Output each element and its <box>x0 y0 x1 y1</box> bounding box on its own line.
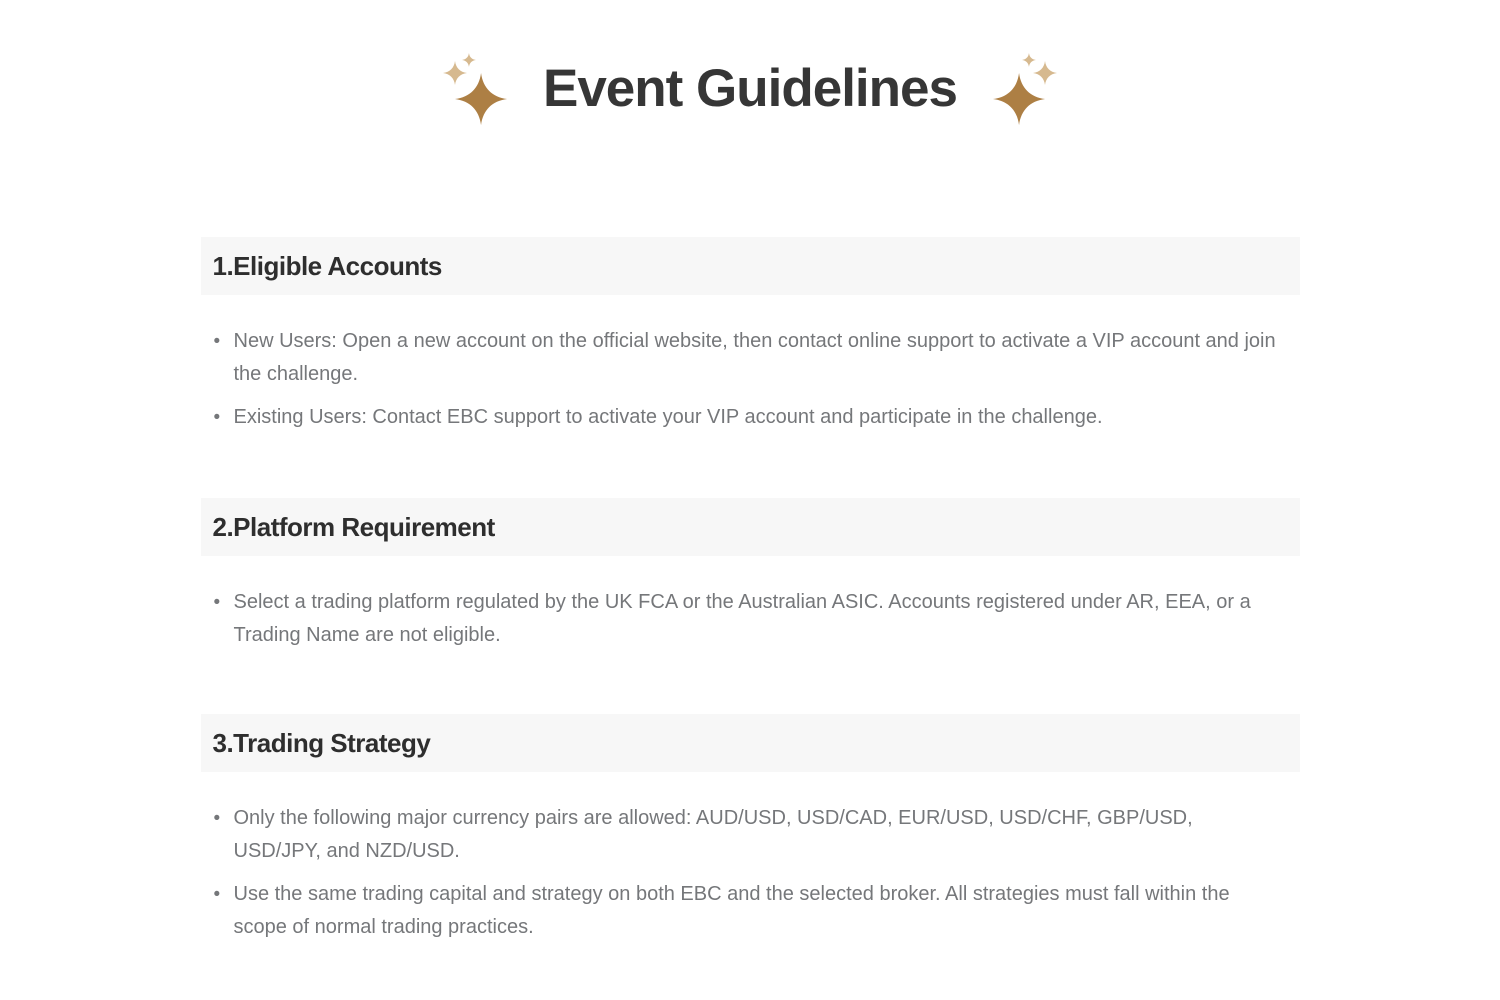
sparkles-icon <box>441 53 509 125</box>
guidelines-content <box>201 237 1300 944</box>
bullet-item: • New Users: Open a new account on the official website, then contact online support to activate a VIP account and join the challenge. <box>201 325 1286 391</box>
section-eligible-accounts <box>201 237 1300 434</box>
section-header <box>201 714 1300 772</box>
section-platform-requirement <box>201 498 1300 652</box>
bullet-item: • Use the same trading capital and strategy on both EBC and the selected broker. All strategies must fall within the scope of normal trading practices. <box>201 878 1286 944</box>
page-title: Event Guidelines <box>542 59 957 118</box>
section-trading-strategy <box>201 714 1300 944</box>
bullet-item: • Select a trading platform regulated by the UK FCA or the Australian ASIC. Accounts registered under AR, EEA, or a Trading Name are not eligible. <box>201 586 1286 652</box>
section-heading: 2.Platform Requirement <box>212 511 495 542</box>
section-heading: 1.Eligible Accounts <box>212 250 442 281</box>
section-heading: 3.Trading Strategy <box>212 727 431 758</box>
bullet-list <box>201 586 1300 652</box>
section-header <box>201 498 1300 556</box>
section-header <box>201 237 1300 295</box>
page-title-row <box>0 0 1500 126</box>
bullet-list <box>201 802 1300 944</box>
sparkles-icon <box>991 53 1059 125</box>
bullet-item: • Only the following major currency pairs are allowed: AUD/USD, USD/CAD, EUR/USD, USD/CHF, GBP/USD, USD/JPY, and NZD/USD. <box>201 802 1286 868</box>
bullet-list <box>201 325 1300 434</box>
bullet-item: • Existing Users: Contact EBC support to activate your VIP account and participate in the challenge. <box>201 401 1286 434</box>
